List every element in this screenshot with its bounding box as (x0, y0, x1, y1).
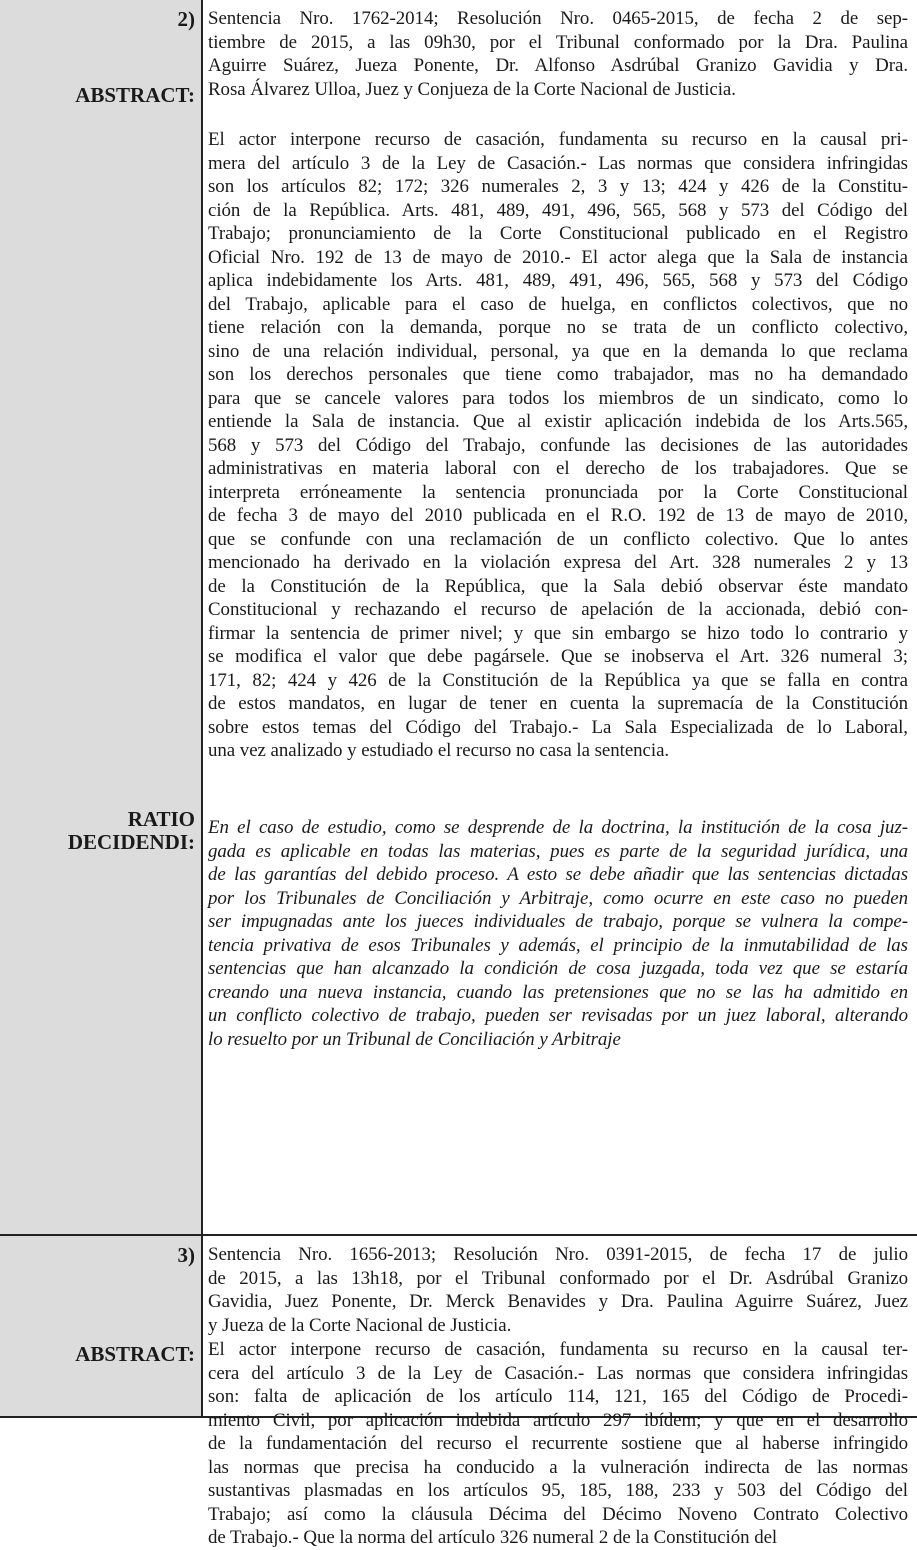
text-line: Rosa Álvarez Ulloa, Juez y Conjueza de la Corte Nacional de Justicia. (208, 78, 736, 100)
ratio-decidendi-label-line1: RATIO (127, 807, 195, 831)
text-line: que se confunde con una reclamación de un conflicto colectivo. Que lo antes (208, 528, 908, 550)
entry-number: 2) (177, 7, 195, 31)
text-line: tiene relación con la demanda, porque no se trata de un conflicto colectivo, (208, 317, 908, 338)
text-line: de las garantías del debido proceso. A esto se debe añadir que las sentencias dictadas (208, 864, 908, 885)
text-line: son los derechos personales que tiene como trabajador, mas no ha demandado (208, 364, 908, 385)
text-line: y Jueza de la Corte Nacional de Justicia. (208, 1314, 512, 1336)
text-line: lo resuelto por un Tribunal de Conciliación y Arbitraje (208, 1028, 621, 1050)
text-line: aplica indebidamente los Arts. 481, 489, 491, 496, 565, 568 y 573 del Código (208, 270, 908, 291)
text-line: gada es aplicable en todas las materias, pues es parte de la seguridad jurídica, una (208, 840, 908, 862)
text-line: 171, 82; 424 y 426 de la Constitución de la República ya que se falla en contra (208, 669, 908, 691)
text-line: se modifica el valor que debe pagársele. Que se inobserva el Art. 326 numeral 3; (208, 646, 908, 667)
text-line: son: falta de aplicación de los artículo 114, 121, 165 del Código de Procedi- (208, 1386, 908, 1407)
text-line: del Trabajo, aplicable para el caso de huelga, en conflictos colectivos, que no (208, 293, 908, 315)
text-line: mera del artículo 3 de la Ley de Casación.- Las normas que considera infringidas (208, 152, 908, 174)
text-line: de Trabajo.- Que la norma del artículo 326 numeral 2 de la Constitución del (208, 1527, 778, 1548)
text-line: de la Constitución de la República, que la Sala debió observar éste mandato (208, 575, 908, 597)
text-line: firmar la sentencia de primer nivel; y que sin embargo se hizo todo lo contrario y (208, 622, 908, 644)
text-line: de 2015, a las 13h18, por el Tribunal conformado por el Dr. Asdrúbal Granizo (208, 1267, 908, 1289)
text-line: para que se cancele valores para todos los miembros de un sindicato, como lo (208, 387, 908, 409)
text-line: miento Civil, por aplicación indebida artículo 297 ibídem; y que en el desarrollo (208, 1409, 908, 1431)
text-line: una vez analizado y estudiado el recurso no casa la sentencia. (208, 740, 670, 761)
text-line: tencia privativa de esos Tribunales y además, el principio de la inmutabilidad de las (208, 934, 908, 956)
text-line: tiembre de 2015, a las 09h30, por el Tribunal conformado por la Dra. Paulina (208, 31, 908, 53)
text-line: son los artículos 82; 172; 326 numerales 2, 3 y 13; 424 y 426 de la Constitu- (208, 176, 908, 197)
label-column (0, 0, 201, 1418)
text-line: Sentencia Nro. 1656-2013; Resolución Nro. 0391-2015, de fecha 17 de julio (208, 1244, 908, 1265)
abstract-text (208, 1338, 908, 1550)
text-line: administrativas en materia laboral con el derecho de los trabajadores. Que se (208, 458, 908, 479)
text-line: interpreta erróneamente la sentencia pronunciada por la Corte Constitucional (208, 481, 908, 503)
text-line: Oficial Nro. 192 de 13 de mayo de 2010.- El actor alega que la Sala de instancia (208, 246, 908, 268)
entry-divider (0, 1234, 917, 1236)
text-line: ser impugnadas ante los jueces individuales de trabajo, porque se vulnera la compe- (208, 911, 908, 932)
text-line: por los Tribunales de Conciliación y Arbitraje, como ocurre en este caso no pueden (208, 887, 908, 909)
text-line: sino de una relación individual, personal, ya que en la demanda lo que reclama (208, 340, 908, 362)
text-line: 568 y 573 del Código del Trabajo, confunde las decisiones de las autoridades (208, 434, 908, 456)
text-line: El actor interpone recurso de casación, fundamenta su recurso en la causal ter- (208, 1339, 908, 1360)
text-line: un conflicto colectivo de trabajo, pueden ser revisadas por un juez laboral, alterando (208, 1005, 908, 1026)
text-line: ción de la República. Arts. 481, 489, 491, 496, 565, 568 y 573 del Código del (208, 199, 908, 221)
text-line: las normas que precisa ha conducido a la vulneración indirecta de las normas (208, 1456, 908, 1478)
text-line: Sentencia Nro. 1762-2014; Resolución Nro. 0465-2015, de fecha 2 de sep- (208, 8, 908, 29)
text-line: de la fundamentación del recurso el recurrente sostiene que al haberse infringido (208, 1433, 908, 1454)
abstract-text (208, 128, 908, 763)
text-line: entiende la Sala de instancia. Que al existir aplicación indebida de los Arts.565, (208, 411, 908, 432)
text-line: mencionado ha derivado en la violación expresa del Art. 328 numerales 2 y 13 (208, 552, 908, 573)
text-line: Constitucional y rechazando el recurso de apelación de la accionada, debió con- (208, 599, 908, 620)
ratio-decidendi-text (208, 816, 908, 1051)
text-line: Trabajo; pronunciamiento de la Corte Constitucional publicado en el Registro (208, 223, 908, 244)
text-line: Trabajo; así como la cláusula Décima del Décimo Noveno Contrato Colectivo (208, 1503, 908, 1525)
entry-number: 3) (177, 1243, 195, 1267)
case-header (208, 7, 908, 101)
text-line: sentencias que han alcanzado la condición de cosa juzgada, toda vez que se estaría (208, 958, 908, 979)
text-line: En el caso de estudio, como se desprende de la doctrina, la institución de la cosa juz- (208, 817, 908, 838)
text-line: Aguirre Suárez, Jueza Ponente, Dr. Alfonso Asdrúbal Granizo Gavidia y Dra. (208, 55, 908, 76)
text-line: sustantivas plasmadas en los artículos 95, 185, 188, 233 y 503 del Código del (208, 1480, 908, 1501)
text-line: Gavidia, Juez Ponente, Dr. Merck Benavides y Dra. Paulina Aguirre Suárez, Juez (208, 1291, 908, 1312)
case-header (208, 1243, 908, 1337)
ratio-decidendi-label-line2: DECIDENDI: (67, 830, 195, 854)
text-line: de estos mandatos, en lugar de tener en cuenta la supremacía de la Constitución (208, 693, 908, 714)
abstract-label: ABSTRACT: (75, 83, 195, 107)
text-line: El actor interpone recurso de casación, fundamenta su recurso en la causal pri- (208, 129, 908, 150)
column-divider (201, 0, 203, 1418)
text-line: de fecha 3 de mayo del 2010 publicada en el R.O. 192 de 13 de mayo de 2010, (208, 505, 908, 526)
text-line: cera del artículo 3 de la Ley de Casación.- Las normas que considera infringidas (208, 1362, 908, 1384)
text-line: sobre estos temas del Código del Trabajo.- La Sala Especializada de lo Laboral, (208, 716, 908, 738)
text-line: creando una nueva instancia, cuando las pretensiones que no se las ha admitido en (208, 981, 908, 1003)
abstract-label: ABSTRACT: (75, 1342, 195, 1366)
